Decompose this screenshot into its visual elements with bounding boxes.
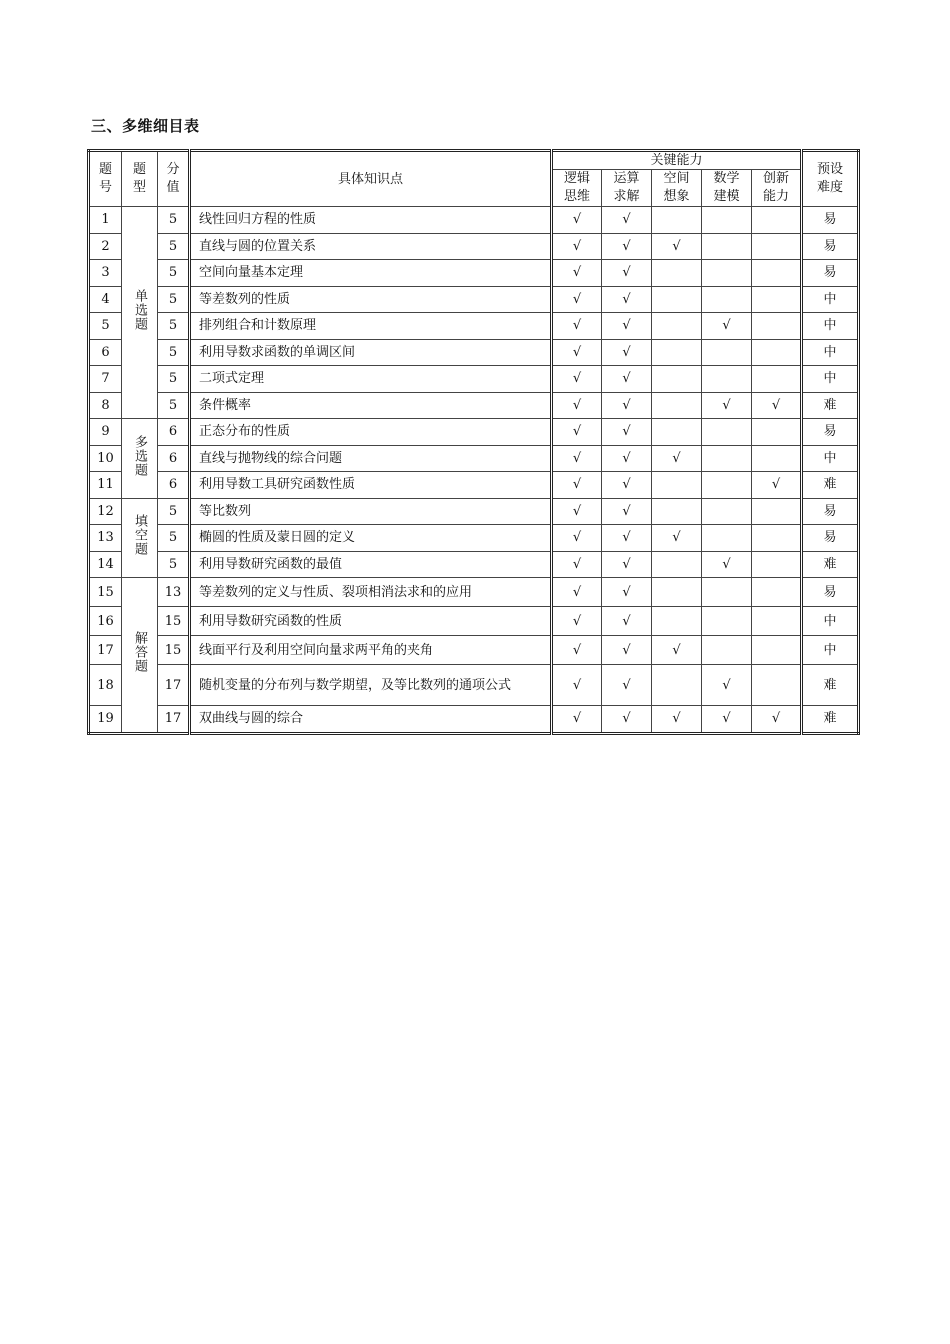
ability-check bbox=[652, 260, 702, 287]
knowledge-point: 利用导数工具研究函数性质 bbox=[190, 472, 552, 499]
score-cell: 6 bbox=[158, 419, 190, 446]
ability-check: √ bbox=[752, 472, 802, 499]
difficulty-cell: 易 bbox=[802, 207, 859, 234]
ability-check: √ bbox=[552, 498, 602, 525]
score-cell: 5 bbox=[158, 260, 190, 287]
ability-check: √ bbox=[602, 578, 652, 607]
ability-check: √ bbox=[552, 392, 602, 419]
question-number: 9 bbox=[89, 419, 122, 446]
ability-check: √ bbox=[602, 498, 652, 525]
difficulty-cell: 易 bbox=[802, 498, 859, 525]
ability-check: √ bbox=[702, 665, 752, 706]
ability-check: √ bbox=[602, 636, 652, 665]
difficulty-cell: 中 bbox=[802, 339, 859, 366]
table-row bbox=[89, 525, 859, 552]
knowledge-point: 利用导数求函数的单调区间 bbox=[190, 339, 552, 366]
ability-check: √ bbox=[552, 472, 602, 499]
ability-check bbox=[752, 260, 802, 287]
ability-check: √ bbox=[602, 419, 652, 446]
ability-check bbox=[702, 472, 752, 499]
ability-check: √ bbox=[552, 366, 602, 393]
question-type-answer bbox=[122, 578, 158, 734]
ability-check bbox=[752, 445, 802, 472]
question-number: 16 bbox=[89, 607, 122, 636]
ability-check bbox=[702, 607, 752, 636]
ability-check: √ bbox=[552, 286, 602, 313]
difficulty-cell: 中 bbox=[802, 636, 859, 665]
table-row bbox=[89, 419, 859, 446]
ability-check: √ bbox=[552, 551, 602, 578]
ability-check bbox=[752, 339, 802, 366]
knowledge-point: 排列组合和计数原理 bbox=[190, 313, 552, 340]
knowledge-point: 空间向量基本定理 bbox=[190, 260, 552, 287]
ability-check bbox=[752, 313, 802, 340]
ability-check bbox=[652, 339, 702, 366]
difficulty-cell: 难 bbox=[802, 392, 859, 419]
ability-check: √ bbox=[602, 286, 652, 313]
ability-check: √ bbox=[552, 339, 602, 366]
ability-check bbox=[752, 207, 802, 234]
table-row bbox=[89, 578, 859, 607]
ability-check: √ bbox=[552, 578, 602, 607]
question-number: 10 bbox=[89, 445, 122, 472]
score-cell: 5 bbox=[158, 286, 190, 313]
header-ability: 数学建模 bbox=[702, 170, 752, 207]
question-type-label: 单选题 bbox=[132, 289, 147, 331]
ability-check bbox=[702, 636, 752, 665]
knowledge-point: 条件概率 bbox=[190, 392, 552, 419]
table-row bbox=[89, 665, 859, 706]
ability-check: √ bbox=[602, 445, 652, 472]
question-number: 11 bbox=[89, 472, 122, 499]
ability-check: √ bbox=[652, 706, 702, 734]
header-difficulty: 预设难度 bbox=[802, 151, 859, 207]
ability-check bbox=[702, 419, 752, 446]
question-number: 15 bbox=[89, 578, 122, 607]
score-cell: 5 bbox=[158, 233, 190, 260]
header-type: 题型 bbox=[122, 151, 158, 207]
ability-check: √ bbox=[602, 366, 652, 393]
ability-check bbox=[652, 665, 702, 706]
ability-check bbox=[752, 665, 802, 706]
score-cell: 5 bbox=[158, 313, 190, 340]
difficulty-cell: 中 bbox=[802, 445, 859, 472]
ability-check bbox=[752, 607, 802, 636]
ability-check: √ bbox=[552, 233, 602, 260]
knowledge-point: 线面平行及利用空间向量求两平角的夹角 bbox=[190, 636, 552, 665]
ability-check bbox=[702, 286, 752, 313]
header-key-ability: 关键能力 bbox=[552, 151, 802, 170]
ability-check bbox=[652, 472, 702, 499]
table-row bbox=[89, 260, 859, 287]
ability-check bbox=[702, 233, 752, 260]
ability-check: √ bbox=[602, 207, 652, 234]
question-number: 2 bbox=[89, 233, 122, 260]
score-cell: 5 bbox=[158, 551, 190, 578]
score-cell: 15 bbox=[158, 607, 190, 636]
question-type-label: 多选题 bbox=[132, 434, 147, 477]
ability-check bbox=[652, 392, 702, 419]
ability-check: √ bbox=[702, 313, 752, 340]
table-row bbox=[89, 551, 859, 578]
question-type-label: 解答题 bbox=[132, 631, 147, 674]
question-number: 14 bbox=[89, 551, 122, 578]
question-number: 3 bbox=[89, 260, 122, 287]
ability-check bbox=[752, 525, 802, 552]
score-cell: 5 bbox=[158, 525, 190, 552]
score-cell: 5 bbox=[158, 339, 190, 366]
ability-check: √ bbox=[552, 419, 602, 446]
question-number: 4 bbox=[89, 286, 122, 313]
ability-check: √ bbox=[552, 207, 602, 234]
header-score: 分值 bbox=[158, 151, 190, 207]
ability-check: √ bbox=[702, 706, 752, 734]
ability-check bbox=[652, 578, 702, 607]
table-row bbox=[89, 392, 859, 419]
score-cell: 5 bbox=[158, 207, 190, 234]
difficulty-cell: 难 bbox=[802, 551, 859, 578]
ability-check bbox=[702, 339, 752, 366]
ability-check bbox=[702, 578, 752, 607]
ability-check: √ bbox=[652, 233, 702, 260]
knowledge-point: 正态分布的性质 bbox=[190, 419, 552, 446]
knowledge-point: 二项式定理 bbox=[190, 366, 552, 393]
ability-check bbox=[652, 313, 702, 340]
question-number: 17 bbox=[89, 636, 122, 665]
knowledge-point: 双曲线与圆的综合 bbox=[190, 706, 552, 734]
ability-check: √ bbox=[602, 525, 652, 552]
ability-check: √ bbox=[602, 392, 652, 419]
knowledge-point: 利用导数研究函数的性质 bbox=[190, 607, 552, 636]
ability-check bbox=[702, 525, 752, 552]
ability-check: √ bbox=[752, 706, 802, 734]
score-cell: 5 bbox=[158, 498, 190, 525]
difficulty-cell: 易 bbox=[802, 419, 859, 446]
ability-check: √ bbox=[552, 260, 602, 287]
question-number: 8 bbox=[89, 392, 122, 419]
question-number: 18 bbox=[89, 665, 122, 706]
knowledge-point: 椭圆的性质及蒙日圆的定义 bbox=[190, 525, 552, 552]
ability-check: √ bbox=[552, 706, 602, 734]
question-number: 13 bbox=[89, 525, 122, 552]
ability-check: √ bbox=[552, 607, 602, 636]
question-number: 5 bbox=[89, 313, 122, 340]
difficulty-cell: 易 bbox=[802, 525, 859, 552]
knowledge-point: 直线与圆的位置关系 bbox=[190, 233, 552, 260]
ability-check bbox=[702, 445, 752, 472]
ability-check bbox=[752, 551, 802, 578]
difficulty-cell: 难 bbox=[802, 665, 859, 706]
table-row bbox=[89, 706, 859, 734]
table-row bbox=[89, 498, 859, 525]
table-row bbox=[89, 636, 859, 665]
question-number: 12 bbox=[89, 498, 122, 525]
difficulty-cell: 难 bbox=[802, 472, 859, 499]
ability-check: √ bbox=[652, 525, 702, 552]
ability-check: √ bbox=[552, 525, 602, 552]
score-cell: 17 bbox=[158, 665, 190, 706]
ability-check bbox=[752, 286, 802, 313]
page-heading: 三、多维细目表 bbox=[91, 117, 200, 135]
table-row bbox=[89, 366, 859, 393]
header-knowledge: 具体知识点 bbox=[190, 151, 552, 207]
ability-check: √ bbox=[552, 313, 602, 340]
score-cell: 17 bbox=[158, 706, 190, 734]
question-number: 19 bbox=[89, 706, 122, 734]
ability-check: √ bbox=[602, 339, 652, 366]
ability-check bbox=[652, 498, 702, 525]
header-ability: 运算求解 bbox=[602, 170, 652, 207]
ability-check bbox=[652, 551, 702, 578]
difficulty-cell: 易 bbox=[802, 260, 859, 287]
difficulty-cell: 中 bbox=[802, 366, 859, 393]
ability-check: √ bbox=[702, 551, 752, 578]
header-ability: 逻辑思维 bbox=[552, 170, 602, 207]
ability-check: √ bbox=[602, 313, 652, 340]
detail-table bbox=[87, 149, 860, 735]
table-row bbox=[89, 445, 859, 472]
ability-check: √ bbox=[552, 636, 602, 665]
table-row bbox=[89, 286, 859, 313]
ability-check bbox=[702, 498, 752, 525]
difficulty-cell: 易 bbox=[802, 233, 859, 260]
ability-check: √ bbox=[602, 551, 652, 578]
difficulty-cell: 中 bbox=[802, 313, 859, 340]
ability-check: √ bbox=[602, 260, 652, 287]
score-cell: 15 bbox=[158, 636, 190, 665]
ability-check: √ bbox=[652, 636, 702, 665]
ability-check: √ bbox=[552, 445, 602, 472]
ability-check bbox=[752, 578, 802, 607]
ability-check: √ bbox=[602, 665, 652, 706]
ability-check bbox=[652, 607, 702, 636]
header-num: 题号 bbox=[89, 151, 122, 207]
question-number: 1 bbox=[89, 207, 122, 234]
question-number: 7 bbox=[89, 366, 122, 393]
ability-check: √ bbox=[702, 392, 752, 419]
score-cell: 5 bbox=[158, 366, 190, 393]
ability-check: √ bbox=[602, 607, 652, 636]
score-cell: 13 bbox=[158, 578, 190, 607]
ability-check bbox=[652, 366, 702, 393]
knowledge-point: 线性回归方程的性质 bbox=[190, 207, 552, 234]
ability-check bbox=[702, 260, 752, 287]
ability-check bbox=[652, 207, 702, 234]
header-ability: 创新能力 bbox=[752, 170, 802, 207]
ability-check bbox=[652, 419, 702, 446]
knowledge-point: 等比数列 bbox=[190, 498, 552, 525]
ability-check bbox=[652, 286, 702, 313]
question-number: 6 bbox=[89, 339, 122, 366]
ability-check bbox=[752, 366, 802, 393]
ability-check: √ bbox=[602, 233, 652, 260]
question-type-fill bbox=[122, 498, 158, 578]
knowledge-point: 随机变量的分布列与数学期望，及等比数列的通项公式 bbox=[190, 665, 552, 706]
ability-check bbox=[752, 233, 802, 260]
ability-check: √ bbox=[602, 706, 652, 734]
ability-check: √ bbox=[552, 665, 602, 706]
table-row bbox=[89, 313, 859, 340]
header-row bbox=[89, 151, 859, 170]
header-ability: 空间想象 bbox=[652, 170, 702, 207]
ability-check bbox=[752, 419, 802, 446]
knowledge-point: 利用导数研究函数的最值 bbox=[190, 551, 552, 578]
table-row bbox=[89, 339, 859, 366]
score-cell: 6 bbox=[158, 445, 190, 472]
difficulty-cell: 中 bbox=[802, 286, 859, 313]
table-row bbox=[89, 233, 859, 260]
table-row bbox=[89, 207, 859, 234]
table-row bbox=[89, 472, 859, 499]
question-type-label: 填空题 bbox=[132, 514, 147, 557]
ability-check: √ bbox=[752, 392, 802, 419]
ability-check bbox=[752, 636, 802, 665]
ability-check: √ bbox=[602, 472, 652, 499]
score-cell: 6 bbox=[158, 472, 190, 499]
knowledge-point: 直线与抛物线的综合问题 bbox=[190, 445, 552, 472]
knowledge-point: 等差数列的定义与性质、裂项相消法求和的应用 bbox=[190, 578, 552, 607]
ability-check bbox=[702, 366, 752, 393]
question-type-multi bbox=[122, 419, 158, 499]
difficulty-cell: 中 bbox=[802, 607, 859, 636]
table-row bbox=[89, 607, 859, 636]
difficulty-cell: 难 bbox=[802, 706, 859, 734]
score-cell: 5 bbox=[158, 392, 190, 419]
ability-check bbox=[752, 498, 802, 525]
question-type-single bbox=[122, 207, 158, 419]
knowledge-point: 等差数列的性质 bbox=[190, 286, 552, 313]
ability-check bbox=[702, 207, 752, 234]
difficulty-cell: 易 bbox=[802, 578, 859, 607]
ability-check: √ bbox=[652, 445, 702, 472]
